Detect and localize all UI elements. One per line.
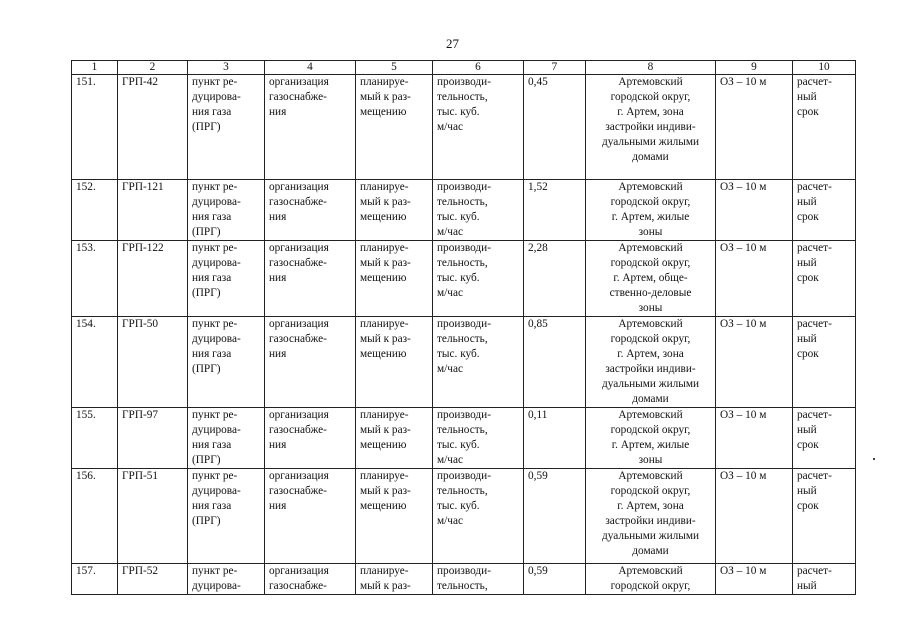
object-status: планируе- мый к раз- мещению [356, 408, 433, 469]
implementation-term: расчет- ный срок [793, 180, 856, 241]
object-status: планируе- мый к раз- мещению [356, 469, 433, 564]
object-status: планируе- мый к раз- мещению [356, 241, 433, 317]
object-purpose: организация газоснабже- [265, 564, 356, 595]
object-code: ГРП-122 [118, 241, 188, 317]
object-location: Артемовский городской округ, г. Артем, обще- ственно-деловые зоны [586, 241, 716, 317]
document-table [71, 60, 856, 595]
implementation-term: расчет- ный срок [793, 469, 856, 564]
row-number: 155. [72, 408, 118, 469]
column-header: 9 [716, 61, 793, 75]
object-type: пункт ре- дуцирова- ния газа (ПРГ) [188, 469, 265, 564]
object-location: Артемовский городской округ, г. Артем, жилые зоны [586, 408, 716, 469]
parameter-value: 1,52 [524, 180, 586, 241]
object-location: Артемовский городской округ, г. Артем, зона застройки индиви- дуальными жилыми домами [586, 469, 716, 564]
row-number: 152. [72, 180, 118, 241]
object-type: пункт ре- дуцирова- ния газа (ПРГ) [188, 180, 265, 241]
protection-zone: ОЗ – 10 м [716, 241, 793, 317]
implementation-term: расчет- ный срок [793, 408, 856, 469]
table-row [72, 180, 856, 241]
object-parameter: производи- тельность, тыс. куб. м/час [433, 408, 524, 469]
table-row [72, 408, 856, 469]
object-code: ГРП-50 [118, 317, 188, 408]
object-purpose: организация газоснабже- ния [265, 317, 356, 408]
column-header: 5 [356, 61, 433, 75]
object-location: Артемовский городской округ, г. Артем, зона застройки индиви- дуальными жилыми домами [586, 317, 716, 408]
table-row [72, 469, 856, 564]
object-parameter: производи- тельность, тыс. куб. м/час [433, 75, 524, 180]
protection-zone: ОЗ – 10 м [716, 75, 793, 180]
table-header-row [72, 61, 856, 75]
column-header: 8 [586, 61, 716, 75]
object-purpose: организация газоснабже- ния [265, 75, 356, 180]
object-type: пункт ре- дуцирова- ния газа (ПРГ) [188, 241, 265, 317]
implementation-term: расчет- ный [793, 564, 856, 595]
row-number: 156. [72, 469, 118, 564]
object-code: ГРП-51 [118, 469, 188, 564]
table-row [72, 75, 856, 180]
table-row [72, 241, 856, 317]
row-number: 157. [72, 564, 118, 595]
object-code: ГРП-121 [118, 180, 188, 241]
object-code: ГРП-97 [118, 408, 188, 469]
object-type: пункт ре- дуцирова- ния газа (ПРГ) [188, 75, 265, 180]
object-parameter: производи- тельность, тыс. куб. м/час [433, 469, 524, 564]
object-location: Артемовский городской округ, г. Артем, зона застройки индиви- дуальными жилыми домами [586, 75, 716, 180]
object-parameter: производи- тельность, тыс. куб. м/час [433, 241, 524, 317]
object-status: планируе- мый к раз- мещению [356, 75, 433, 180]
implementation-term: расчет- ный срок [793, 241, 856, 317]
table-row [72, 317, 856, 408]
object-purpose: организация газоснабже- ния [265, 469, 356, 564]
object-code: ГРП-42 [118, 75, 188, 180]
page-number: 27 [446, 36, 459, 51]
column-header: 1 [72, 61, 118, 75]
object-location: Артемовский городской округ, г. Артем, жилые зоны [586, 180, 716, 241]
object-status: планируе- мый к раз- [356, 564, 433, 595]
object-parameter: производи- тельность, тыс. куб. м/час [433, 180, 524, 241]
column-header: 10 [793, 61, 856, 75]
object-location: Артемовский городской округ, [586, 564, 716, 595]
object-type: пункт ре- дуцирова- ния газа (ПРГ) [188, 408, 265, 469]
object-parameter: производи- тельность, тыс. куб. м/час [433, 317, 524, 408]
table-row [72, 564, 856, 595]
row-number: 153. [72, 241, 118, 317]
object-type: пункт ре- дуцирова- ния газа (ПРГ) [188, 317, 265, 408]
object-purpose: организация газоснабже- ния [265, 180, 356, 241]
parameter-value: 0,59 [524, 564, 586, 595]
implementation-term: расчет- ный срок [793, 317, 856, 408]
protection-zone: ОЗ – 10 м [716, 317, 793, 408]
parameter-value: 0,85 [524, 317, 586, 408]
column-header: 3 [188, 61, 265, 75]
column-header: 4 [265, 61, 356, 75]
protection-zone: ОЗ – 10 м [716, 564, 793, 595]
object-type: пункт ре- дуцирова- [188, 564, 265, 595]
row-number: 151. [72, 75, 118, 180]
column-header: 6 [433, 61, 524, 75]
parameter-value: 0,59 [524, 469, 586, 564]
protection-zone: ОЗ – 10 м [716, 408, 793, 469]
object-purpose: организация газоснабже- ния [265, 408, 356, 469]
column-header: 2 [118, 61, 188, 75]
object-code: ГРП-52 [118, 564, 188, 595]
scan-speck [873, 458, 875, 460]
parameter-value: 2,28 [524, 241, 586, 317]
object-parameter: производи- тельность, [433, 564, 524, 595]
protection-zone: ОЗ – 10 м [716, 180, 793, 241]
parameter-value: 0,45 [524, 75, 586, 180]
parameter-value: 0,11 [524, 408, 586, 469]
object-purpose: организация газоснабже- ния [265, 241, 356, 317]
protection-zone: ОЗ – 10 м [716, 469, 793, 564]
column-header: 7 [524, 61, 586, 75]
implementation-term: расчет- ный срок [793, 75, 856, 180]
row-number: 154. [72, 317, 118, 408]
object-status: планируе- мый к раз- мещению [356, 317, 433, 408]
object-status: планируе- мый к раз- мещению [356, 180, 433, 241]
